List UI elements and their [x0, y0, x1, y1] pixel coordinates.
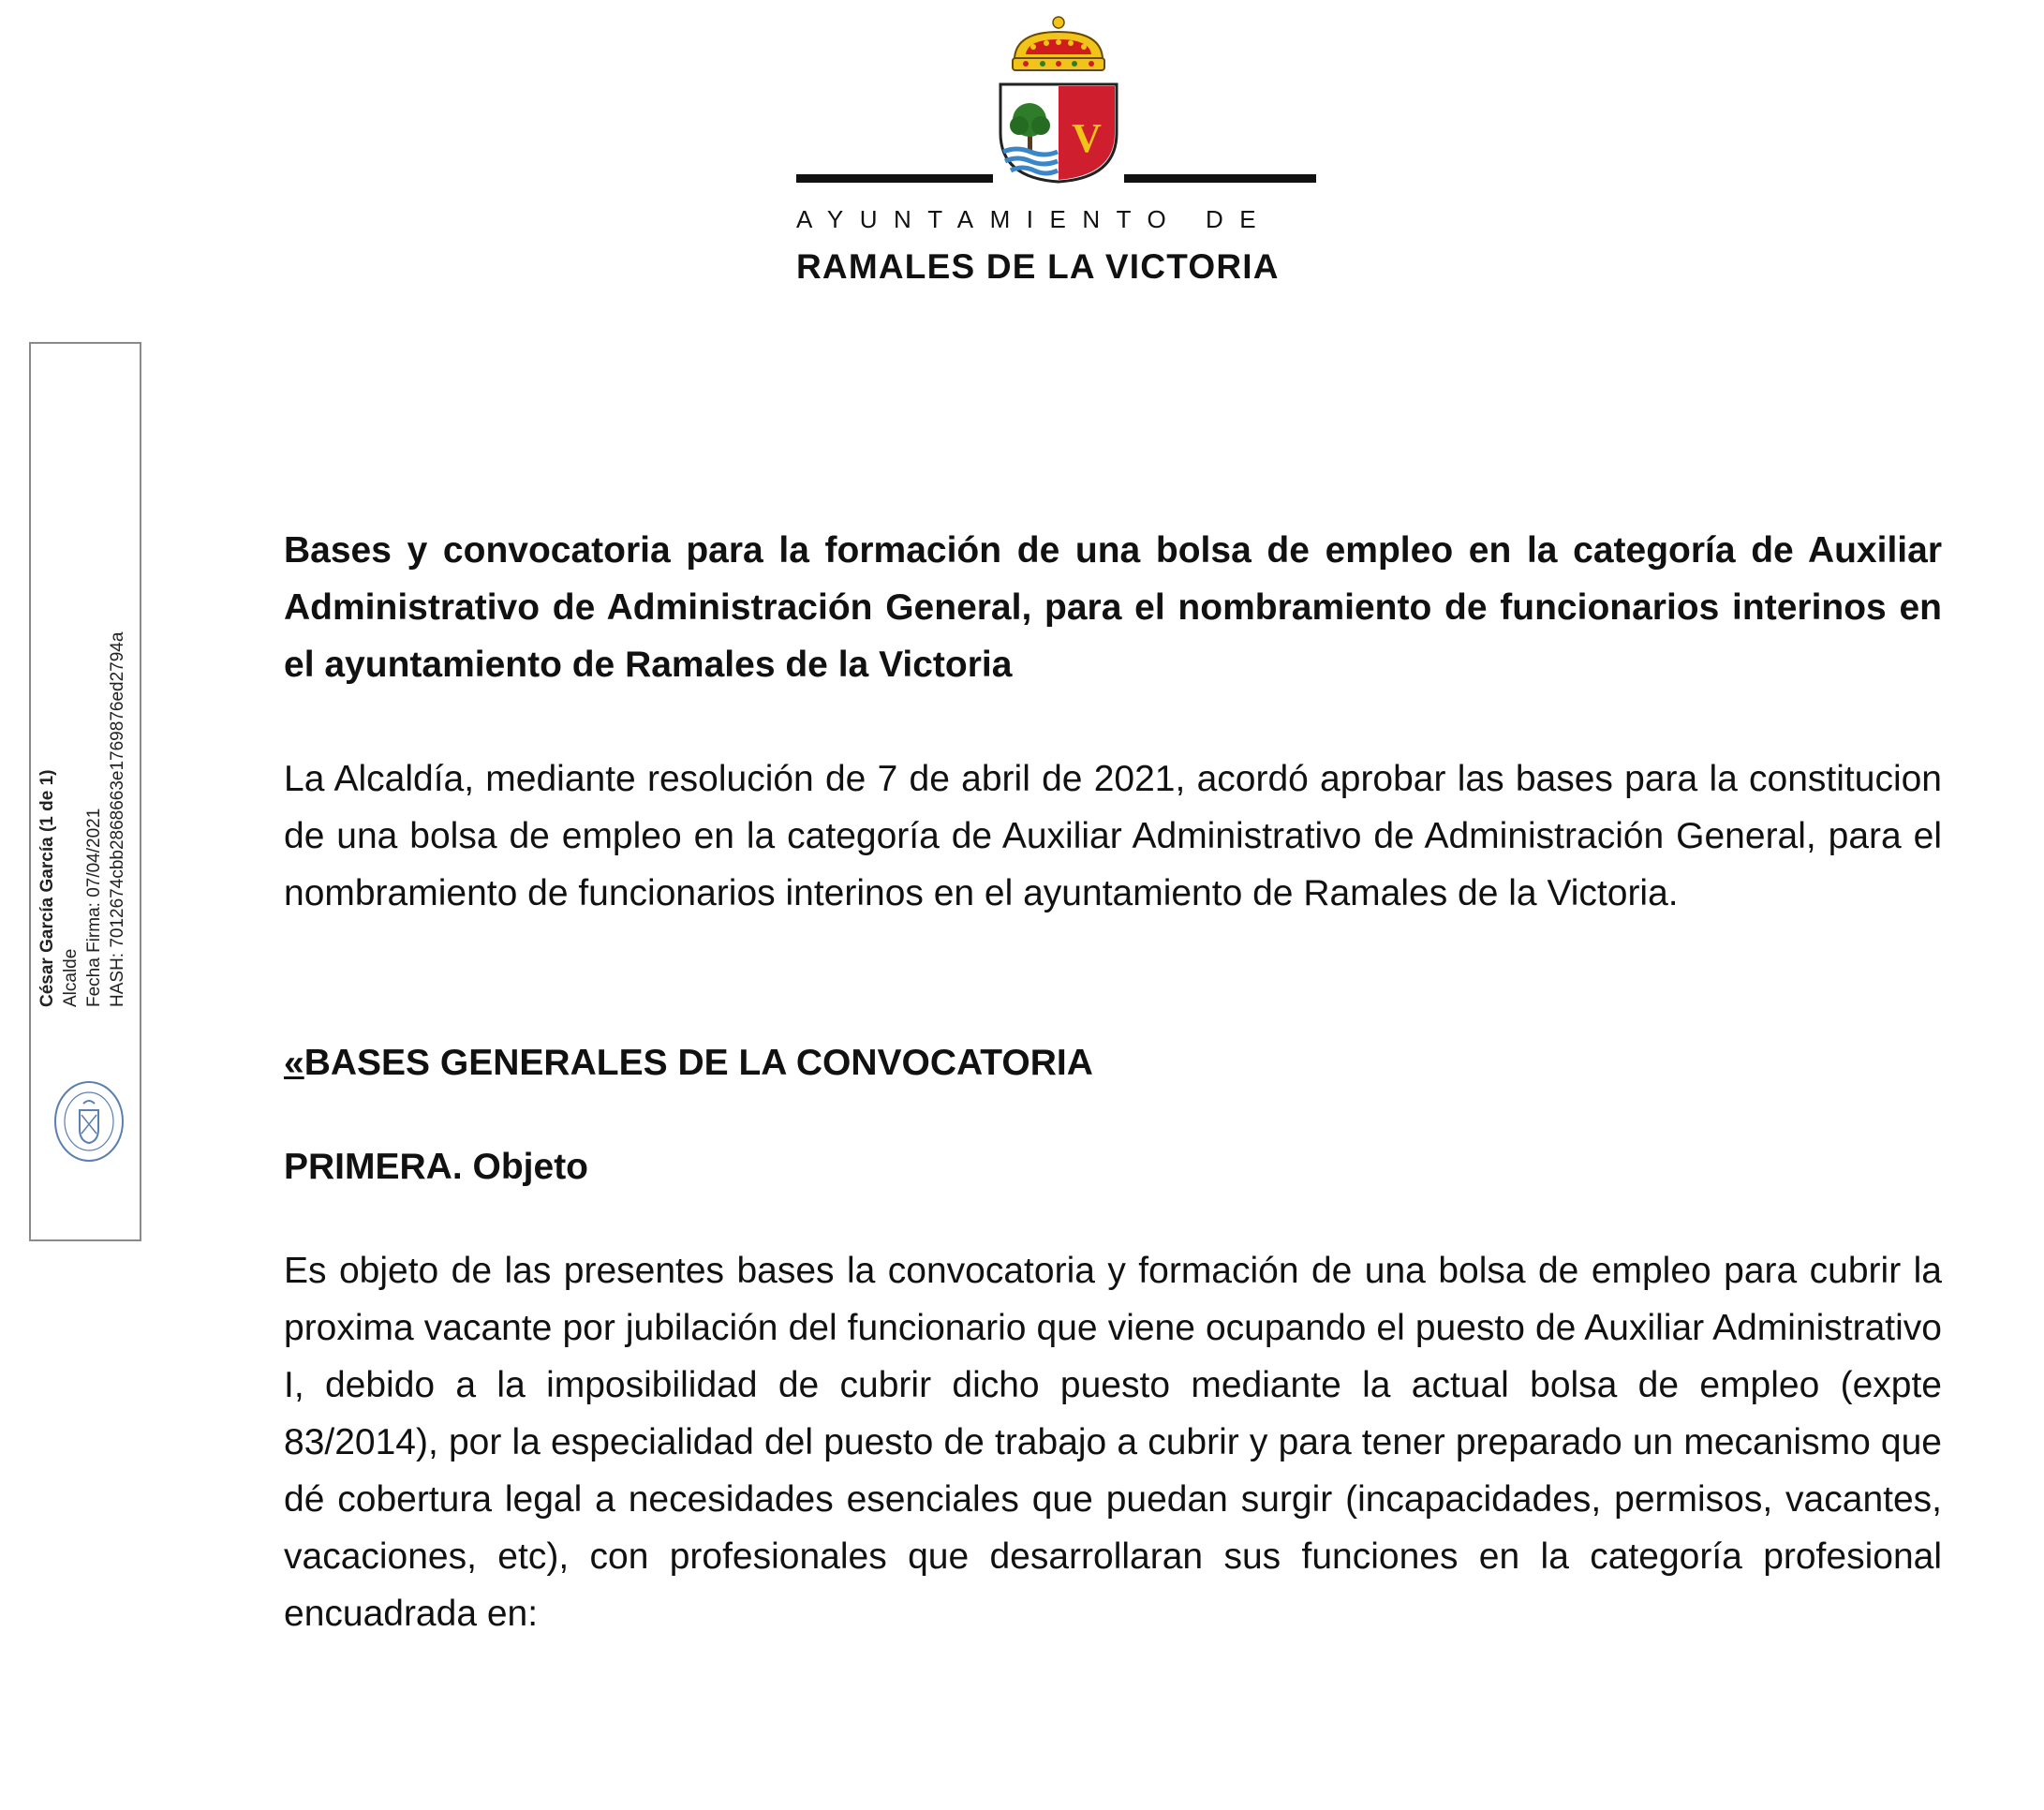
organization-name: RAMALES DE LA VICTORIA — [796, 247, 1280, 286]
header-divider-left — [796, 174, 993, 183]
document-title: Bases y convocatoria para la formación de una bolsa de empleo en la categoría de Auxiliar Administrativo de Administración General, para el nombramiento de funcionarios interinos en el ayuntamiento de Ramales de la Victoria — [284, 530, 1942, 685]
intro-paragraph: La Alcaldía, mediante resolución de 7 de abril de 2021, acordó aprobar las bases para la constitucion de una bolsa de empleo en la categoría de Auxiliar Administrativo de Administración General, para el nombramiento de funcionarios interinos en el ayuntamiento de Ramales de la Victoria. — [284, 759, 1942, 913]
signer-role: Alcalde — [61, 948, 81, 1007]
organization-prefix: AYUNTAMIENTO DE — [796, 205, 1273, 233]
official-seal-stamp — [52, 1077, 126, 1166]
clause-heading: PRIMERA. Objeto — [284, 1147, 589, 1187]
signature-hash: HASH: 7012674cbb2868663e1769876ed2794a — [108, 631, 127, 1007]
letterhead — [796, 11, 1321, 286]
signature-details — [36, 520, 148, 1007]
coat-of-arms-logo — [988, 11, 1129, 185]
signer-name: César García García (1 de 1) — [37, 769, 57, 1007]
opening-quote-mark: « — [284, 1043, 304, 1083]
signature-date: Fecha Firma: 07/04/2021 — [84, 808, 104, 1007]
svg-text:V: V — [1072, 115, 1102, 161]
section-heading — [284, 1034, 1942, 1091]
header-divider-right — [1124, 174, 1316, 183]
section-heading-text: BASES GENERALES DE LA CONVOCATORIA — [304, 1043, 1093, 1083]
document-body — [284, 522, 1942, 1642]
clause-body-paragraph: Es objeto de las presentes bases la convocatoria y formación de una bolsa de empleo para cubrir la proxima vacante por jubilación del funcionario que viene ocupando el puesto de Auxiliar Administrativo I, debido a la imposibilidad de cubrir dicho puesto mediante la actual bolsa de empleo (expte 83/2014), por la especialidad del puesto de trabajo a cubrir y para tener preparado un mecanismo que dé cobertura legal a necesidades esenciales que puedan surgir (incapacidades, permisos, vacantes, vacaciones, etc), con profesionales que desarrollaran sus funciones en la categoría profesional encuadrada en: — [284, 1251, 1942, 1634]
